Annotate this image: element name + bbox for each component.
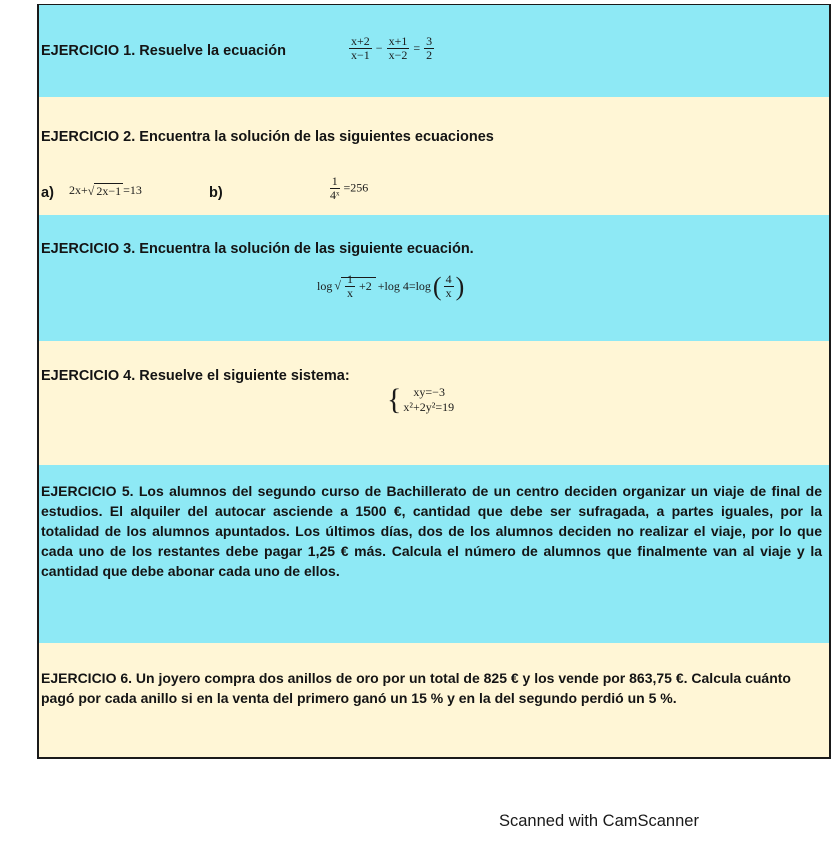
ex1-heading: EJERCICIO 1. Resuelve la ecuación bbox=[41, 43, 286, 59]
ex2-a-lead: 2x+ bbox=[69, 183, 88, 197]
scanner-watermark: Scanned with CamScanner bbox=[499, 812, 699, 830]
ex2-a-sqrt: √ 2x−1 bbox=[87, 183, 122, 198]
ex2-a-tail: =13 bbox=[123, 183, 142, 197]
ex4-eq2: x²+2y²=19 bbox=[403, 400, 455, 414]
ex2-b-den: 4ˣ bbox=[330, 188, 340, 202]
ex3-log1: log bbox=[317, 279, 333, 293]
ex3-sqrt-num: 1 bbox=[346, 272, 353, 286]
ex1-frac3-num: 3 bbox=[426, 34, 433, 48]
ex2-b-label: b) bbox=[209, 185, 223, 201]
ex1-frac1-den: x−1 bbox=[351, 48, 370, 62]
ex3-sqrt-tail: +2 bbox=[358, 279, 372, 293]
ex2-b-num: 1 bbox=[331, 174, 338, 188]
ex3-equation: log √ $\frac{1}{x}$ +2 +log 4=log( $\frac{4}{x}$ ) bbox=[317, 271, 465, 301]
ex6-text: EJERCICIO 6. Un joyero compra dos anillos de oro por un total de 825 € y los vende por 863,75 €. Calcula cuánto pagó por cada anillo si en la venta del primero ganó un 15 % y en la del segundo perdió un 5 %. bbox=[41, 670, 791, 706]
ex4-eq1: xy=−3 bbox=[413, 385, 445, 399]
ex2-a-equation bbox=[69, 183, 142, 199]
ex2-a-radicand: 2x−1 bbox=[96, 183, 122, 198]
band-ex2 bbox=[39, 97, 829, 215]
ex1-frac3-den: 2 bbox=[426, 48, 433, 62]
ex3-par-den: x bbox=[445, 286, 452, 300]
ex2-a-label: a) bbox=[41, 185, 54, 201]
ex3-par-num: 4 bbox=[445, 272, 452, 286]
exercise-sheet bbox=[37, 4, 831, 759]
ex1-minus: − bbox=[375, 41, 383, 55]
ex1-frac1-num: x+2 bbox=[351, 34, 370, 48]
ex4-heading: EJERCICIO 4. Resuelve el siguiente sistema: bbox=[41, 368, 350, 384]
ex3-sqrt: √ $\frac{1}{x}$ +2 bbox=[334, 273, 375, 300]
ex3-heading: EJERCICIO 3. Encuentra la solución de las siguiente ecuación. bbox=[41, 241, 474, 257]
ex5-text: EJERCICIO 5. Los alumnos del segundo curso de Bachillerato de un centro deciden organizar un viaje de final de estudios. El alquiler del autocar asciende a 1500 €, cantidad que debe ser sufragada, a partes iguales, por la totalidad de los alumnos apuntados. Los últimos días, dos de los alumnos deciden no realizar el viaje, por lo que cada uno de los restantes debe pagar 1,25 € más. Calcula el número de alumnos que finalmente van al viaje y la cantidad que debe abonar cada uno de ellos. bbox=[41, 483, 822, 579]
ex2-b-equation bbox=[326, 175, 368, 202]
ex2-heading: EJERCICIO 2. Encuentra la solución de las siguientes ecuaciones bbox=[41, 129, 494, 145]
ex1-equation bbox=[347, 35, 436, 62]
ex1-frac2-num: x+1 bbox=[388, 34, 408, 48]
ex3-sqrt-den: x bbox=[346, 286, 353, 300]
ex3-mid: +log 4=log bbox=[377, 279, 431, 293]
ex1-frac2-den: x−2 bbox=[388, 48, 408, 62]
ex2-b-tail: =256 bbox=[343, 180, 369, 195]
ex4-system: { xy=−3 x²+2y²=19 bbox=[387, 383, 455, 416]
ex1-equals: = bbox=[413, 41, 421, 55]
